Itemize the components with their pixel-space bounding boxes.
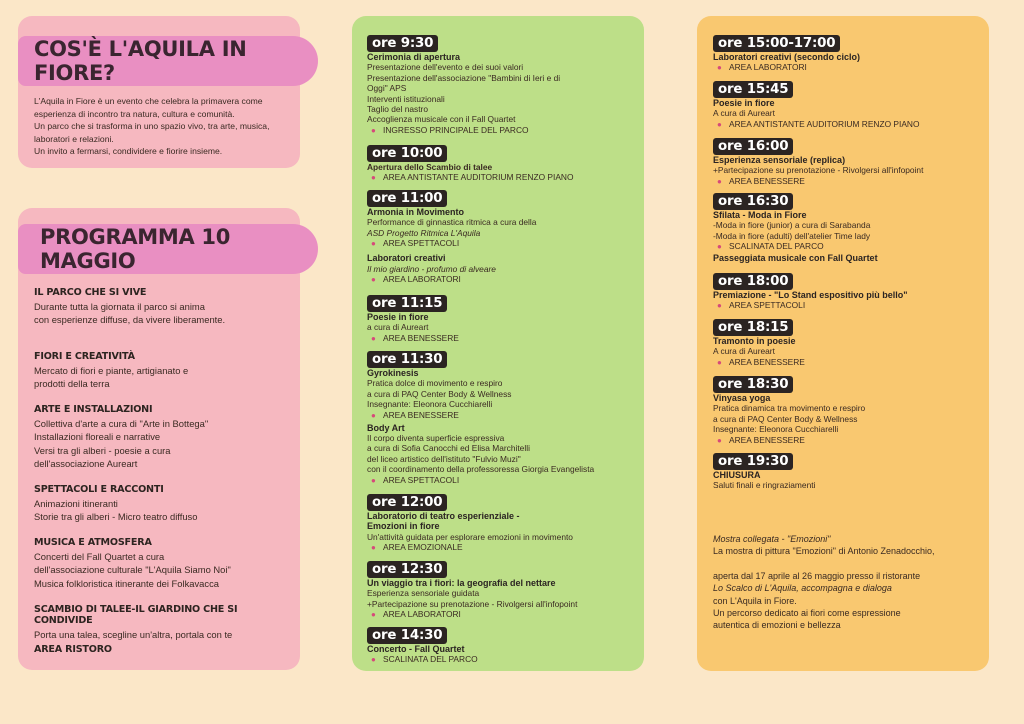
- exhibit-block: [713, 533, 983, 632]
- pin-icon: ●: [717, 242, 722, 252]
- event-item: [367, 560, 635, 620]
- event-line: Un'attività guidata per esplorare emozioni in movimento: [367, 531, 573, 542]
- event-item: [713, 137, 981, 187]
- event-location: [367, 654, 635, 665]
- pin-icon: ●: [717, 176, 722, 186]
- event-time: ore 11:15: [367, 295, 447, 312]
- event-time: ore 15:00-17:00: [713, 35, 840, 52]
- program-line: dell'associazione Aureart: [34, 458, 138, 470]
- event-location: [367, 125, 635, 136]
- event-item: [367, 626, 635, 665]
- event-line: -Moda in fiore (adulti) dell'atelier Time lady: [713, 230, 871, 241]
- exhibit-line: La mostra di pittura "Emozioni" di Antonio Zenadocchio,: [713, 546, 935, 557]
- pin-icon: ●: [371, 610, 376, 620]
- program-section-heading: AREA RISTORO: [34, 644, 112, 655]
- event-title: Vinyasa yoga: [713, 393, 771, 403]
- event-time: ore 11:30: [367, 351, 447, 368]
- program-line: Durante tutta la giornata il parco si anima: [34, 301, 205, 312]
- event-time: ore 12:00: [367, 494, 447, 511]
- event-line: Insegnante: Eleonora Cucchiarelli: [367, 399, 493, 410]
- event-item: [713, 80, 981, 130]
- event-title: Emozioni in fiore: [367, 521, 440, 532]
- intro-line: L'Aquila in Fiore è un evento che celebra la primavera come: [34, 96, 263, 106]
- event-location: [367, 410, 635, 421]
- program-section-heading: SCAMBIO DI TALEE-IL GIARDINO CHE SI CONDIVIDE: [34, 604, 238, 626]
- event-title: Premiazione - "Lo Stand espositivo più bello": [713, 290, 908, 300]
- event-line: Taglio del nastro: [367, 104, 428, 115]
- event-location: [713, 435, 981, 446]
- event-item: [367, 493, 635, 553]
- program-section-heading: ARTE E INSTALLAZIONI: [34, 404, 153, 415]
- exhibit-heading: Mostra collegata - "Emozioni": [713, 534, 831, 544]
- event-title: Un viaggio tra i fiori: la geografia del nettare: [367, 578, 556, 588]
- program-line: Mercato di fiori e piante, artigianato e: [34, 365, 189, 376]
- event-item: [713, 375, 981, 446]
- program-section-heading: SPETTACOLI E RACCONTI: [34, 484, 164, 495]
- event-title: Gyrokinesis: [367, 368, 419, 378]
- event-title: CHIUSURA: [713, 470, 761, 480]
- pin-icon: ●: [371, 275, 376, 285]
- program-section: [34, 644, 296, 657]
- event-location-label: AREA LABORATORI: [729, 62, 807, 73]
- intro-text: [34, 95, 294, 158]
- event-line: Il corpo diventa superficie espressiva: [367, 433, 505, 444]
- program-line: Musica folkloristica itinerante dei Folkavacca: [34, 577, 219, 589]
- program-line: Collettiva d'arte a cura di "Arte in Bottega": [34, 418, 209, 429]
- event-title: Poesie in fiore: [367, 312, 429, 322]
- pin-icon: ●: [717, 357, 722, 367]
- event-title: Apertura dello Scambio di talee: [367, 162, 493, 172]
- program-section-heading: MUSICA E ATMOSFERA: [34, 537, 152, 548]
- event-line: Interventi istituzionali: [367, 93, 445, 104]
- event-location-label: INGRESSO PRINCIPALE DEL PARCO: [383, 124, 529, 135]
- program-section: [34, 287, 296, 327]
- program-line: Storie tra gli alberi - Micro teatro diffuso: [34, 511, 198, 523]
- event-title: Sfilata - Moda in Fiore: [713, 210, 807, 220]
- event-title: Laboratori creativi (secondo ciclo): [713, 52, 861, 62]
- event-line: del liceo artistico dell'istituto "Fulvio Muzi": [367, 453, 521, 464]
- event-line: a cura di Sofia Canocchi ed Elisa Marchitelli: [367, 443, 530, 454]
- program-line: con esperienze diffuse, da vivere liberamente.: [34, 314, 226, 326]
- program-line: dell'associazione culturale "L'Aquila Siamo Noi": [34, 564, 231, 576]
- program-section: [34, 351, 296, 391]
- program-line: Installazioni floreali e narrative: [34, 431, 161, 443]
- pin-icon: ●: [371, 543, 376, 553]
- event-line: Esperienza sensoriale guidata: [367, 588, 480, 599]
- event-time: ore 11:00: [367, 190, 447, 207]
- event-time: ore 10:00: [367, 145, 447, 162]
- event-line: Pratica dolce di movimento e respiro: [367, 378, 503, 389]
- event-time: ore 15:45: [713, 81, 793, 98]
- pin-icon: ●: [371, 333, 376, 343]
- event-location-label: SCALINATA DEL PARCO: [383, 654, 478, 665]
- program-section: [34, 604, 296, 641]
- program-line: Concerti del Fall Quartet a cura: [34, 551, 165, 562]
- event-line: Performance di ginnastica ritmica a cura della: [367, 217, 537, 228]
- event-item: [713, 192, 981, 264]
- program-line: Porta una talea, scegline un'altra, portala con te: [34, 629, 233, 640]
- pin-icon: ●: [717, 435, 722, 445]
- event-location-label: AREA ANTISTANTE AUDITORIUM RENZO PIANO: [383, 172, 574, 183]
- event-time: ore 12:30: [367, 561, 447, 578]
- event-line: Oggi" APS: [367, 83, 407, 94]
- event-line: A cura di Aureart: [713, 108, 775, 119]
- event-location-label: AREA BENESSERE: [383, 332, 459, 343]
- event-item: [367, 144, 635, 183]
- intro-line: esperienza di incontro tra natura, cultura e comunità.: [34, 108, 235, 119]
- event-location-label: AREA SPETTACOLI: [383, 238, 460, 249]
- event-location: [713, 62, 981, 73]
- event-location: [367, 609, 635, 620]
- event-title: Body Art: [367, 422, 405, 433]
- program-title: PROGRAMMA 10 MAGGIO: [18, 224, 318, 274]
- event-title: Laboratori creativi: [367, 253, 446, 264]
- event-line: Insegnante: Eleonora Cucchiarelli: [713, 424, 839, 435]
- pin-icon: ●: [717, 301, 722, 311]
- event-title: Armonia in Movimento: [367, 207, 465, 217]
- event-line: +Partecipazione su prenotazione - Rivolgersi all'infopoint: [713, 165, 924, 176]
- event-line: +Partecipazione su prenotazione - Rivolgersi all'infopoint: [367, 598, 578, 609]
- event-location-label: SCALINATA DEL PARCO: [729, 241, 824, 252]
- event-location: [713, 357, 981, 368]
- event-location-label: AREA BENESSERE: [729, 175, 805, 186]
- event-time: ore 18:30: [713, 376, 793, 393]
- event-location: [713, 176, 981, 187]
- program-section-heading: IL PARCO CHE SI VIVE: [34, 287, 147, 298]
- event-item: [713, 452, 981, 491]
- event-title: Passeggiata musicale con Fall Quartet: [713, 253, 878, 264]
- event-item: [713, 318, 981, 368]
- event-location: [713, 119, 981, 130]
- event-line: con il coordinamento della professoressa Giorgia Evangelista: [367, 464, 595, 475]
- event-line: Pratica dinamica tra movimento e respiro: [713, 403, 866, 414]
- event-location: [367, 238, 635, 249]
- event-line: a cura di PAQ Center Body & Wellness: [713, 413, 858, 424]
- program-line: Versi tra gli alberi - poesie a cura: [34, 444, 171, 456]
- event-location: [367, 274, 635, 285]
- event-line: Presentazione dell'evento e dei suoi valori: [367, 62, 524, 73]
- event-location: [367, 172, 635, 183]
- event-location-label: AREA BENESSERE: [729, 356, 805, 367]
- event-time: ore 9:30: [367, 35, 438, 52]
- event-location: [367, 333, 635, 344]
- program-line: Animazioni itineranti: [34, 498, 118, 509]
- pin-icon: ●: [371, 125, 376, 135]
- event-item: [713, 272, 981, 311]
- event-time: ore 18:15: [713, 319, 793, 336]
- event-title: Tramonto in poesie: [713, 336, 796, 346]
- pin-icon: ●: [717, 63, 722, 73]
- program-line: prodotti della terra: [34, 378, 110, 390]
- event-line: a cura di Aureart: [367, 322, 429, 333]
- event-time: ore 19:30: [713, 453, 793, 470]
- event-location: [367, 475, 635, 486]
- intro-line: Un invito a fermarsi, condividere e fiorire insieme.: [34, 146, 223, 157]
- pin-icon: ●: [371, 475, 376, 485]
- event-location-label: AREA ANTISTANTE AUDITORIUM RENZO PIANO: [729, 118, 920, 129]
- intro-line: laboratori e relazioni.: [34, 133, 114, 144]
- event-item: [713, 34, 981, 73]
- event-title: Poesie in fiore: [713, 98, 775, 108]
- pin-icon: ●: [371, 173, 376, 183]
- program-section-heading: FIORI E CREATIVITÀ: [34, 351, 135, 362]
- event-location-label: AREA LABORATORI: [383, 274, 461, 285]
- event-location: [367, 542, 635, 553]
- event-line: Il mio giardino - profumo di alveare: [367, 263, 496, 274]
- exhibit-line: autentica di emozioni e bellezza: [713, 620, 841, 631]
- event-time: ore 18:00: [713, 273, 793, 290]
- exhibit-line: aperta dal 17 aprile al 26 maggio presso il ristorante: [713, 570, 921, 581]
- exhibit-line: Lo Scalco di L'Aquila, accompagna e dialoga: [713, 583, 892, 594]
- event-title: Cerimonia di apertura: [367, 52, 461, 62]
- event-line: -Moda in fiore (junior) a cura di Sarabanda: [713, 220, 871, 231]
- event-item: [367, 34, 635, 136]
- event-location: [713, 300, 981, 311]
- event-item: [367, 189, 635, 285]
- event-line: Presentazione dell'associazione "Bambini di Ieri e di: [367, 72, 561, 83]
- program-section: [34, 537, 296, 590]
- event-item: [367, 294, 635, 344]
- pin-icon: ●: [371, 239, 376, 249]
- event-title: Concerto - Fall Quartet: [367, 644, 465, 654]
- event-location-label: AREA LABORATORI: [383, 609, 461, 620]
- intro-title: COS'È L'AQUILA IN FIORE?: [18, 36, 318, 86]
- intro-line: Un parco che si trasforma in uno spazio vivo, tra arte, musica,: [34, 121, 270, 132]
- event-time: ore 16:30: [713, 193, 793, 210]
- exhibit-line: con L'Aquila in Fiore.: [713, 595, 797, 606]
- event-time: ore 16:00: [713, 138, 793, 155]
- event-item: [367, 350, 635, 486]
- event-location-label: AREA BENESSERE: [383, 409, 459, 420]
- event-time: ore 14:30: [367, 627, 447, 644]
- pin-icon: ●: [371, 655, 376, 665]
- event-line: Saluti finali e ringraziamenti: [713, 480, 816, 491]
- event-line: ASD Progetto Ritmica L'Aquila: [367, 227, 481, 238]
- event-location-label: AREA EMOZIONALE: [383, 542, 463, 553]
- event-location-label: AREA BENESSERE: [729, 434, 805, 445]
- event-location-label: AREA SPETTACOLI: [729, 300, 806, 311]
- pin-icon: ●: [717, 119, 722, 129]
- event-line: a cura di PAQ Center Body & Wellness: [367, 388, 512, 399]
- program-section: [34, 404, 296, 471]
- event-location: [713, 241, 981, 252]
- event-location-label: AREA SPETTACOLI: [383, 474, 460, 485]
- program-section: [34, 484, 296, 524]
- pin-icon: ●: [371, 410, 376, 420]
- event-title: Esperienza sensoriale (replica): [713, 155, 846, 165]
- event-line: Accoglienza musicale con il Fall Quartet: [367, 114, 516, 125]
- event-title: Laboratorio di teatro esperienziale -: [367, 511, 520, 521]
- event-line: A cura di Aureart: [713, 346, 775, 357]
- exhibit-line: Un percorso dedicato ai fiori come espressione: [713, 608, 901, 619]
